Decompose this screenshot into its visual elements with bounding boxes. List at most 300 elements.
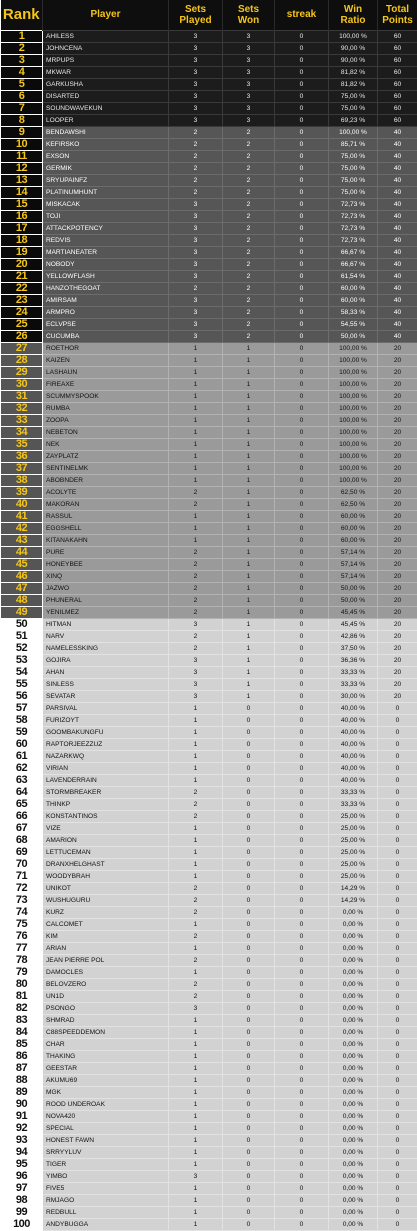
table-row — [1, 210, 417, 222]
sets-won-cell: 3 — [223, 90, 275, 102]
total-points-cell: 40 — [378, 186, 417, 198]
sets-won-cell: 0 — [223, 954, 275, 966]
total-points-cell: 0 — [378, 1050, 417, 1062]
sets-played-cell: 1 — [169, 378, 223, 390]
win-ratio-cell: 0,00 % — [329, 1098, 378, 1110]
win-ratio-cell: 90,00 % — [329, 42, 378, 54]
rank-cell: 89 — [1, 1086, 43, 1098]
sets-won-cell: 2 — [223, 306, 275, 318]
table-row — [1, 1122, 417, 1134]
total-points-cell: 40 — [378, 306, 417, 318]
table-row — [1, 606, 417, 618]
streak-cell: 0 — [275, 690, 329, 702]
total-points-cell: 0 — [378, 1014, 417, 1026]
rank-cell: 46 — [1, 570, 43, 582]
sets-played-cell: 3 — [169, 246, 223, 258]
table-row — [1, 222, 417, 234]
player-cell: PLATINUMHUNT — [43, 186, 169, 198]
table-row — [1, 1026, 417, 1038]
table-row — [1, 318, 417, 330]
sets-played-cell: 1 — [169, 714, 223, 726]
total-points-cell: 0 — [378, 750, 417, 762]
win-ratio-cell: 37,50 % — [329, 642, 378, 654]
sets-played-cell: 1 — [169, 774, 223, 786]
sets-won-cell: 3 — [223, 114, 275, 126]
sets-played-cell: 1 — [169, 1146, 223, 1158]
player-cell: VIZE — [43, 822, 169, 834]
sets-won-cell: 0 — [223, 1086, 275, 1098]
streak-cell: 0 — [275, 234, 329, 246]
rank-cell: 64 — [1, 786, 43, 798]
win-ratio-cell: 0,00 % — [329, 990, 378, 1002]
streak-cell: 0 — [275, 522, 329, 534]
table-row — [1, 690, 417, 702]
streak-cell: 0 — [275, 666, 329, 678]
total-points-cell: 20 — [378, 450, 417, 462]
win-ratio-cell: 60,00 % — [329, 510, 378, 522]
player-cell: PARSIVAL — [43, 702, 169, 714]
streak-cell: 0 — [275, 618, 329, 630]
streak-cell: 0 — [275, 978, 329, 990]
total-points-cell: 20 — [378, 570, 417, 582]
sets-won-cell: 0 — [223, 882, 275, 894]
total-points-cell: 20 — [378, 558, 417, 570]
sets-won-cell: 1 — [223, 534, 275, 546]
sets-played-cell: 3 — [169, 1170, 223, 1182]
sets-won-cell: 3 — [223, 54, 275, 66]
sets-played-cell: 1 — [169, 1086, 223, 1098]
header-row — [1, 0, 417, 30]
total-points-cell: 40 — [378, 210, 417, 222]
total-points-cell: 20 — [378, 378, 417, 390]
table-row — [1, 66, 417, 78]
rank-cell: 39 — [1, 486, 43, 498]
win-ratio-cell: 62,50 % — [329, 486, 378, 498]
streak-cell: 0 — [275, 1122, 329, 1134]
win-ratio-cell: 40,00 % — [329, 774, 378, 786]
streak-cell: 0 — [275, 738, 329, 750]
streak-cell: 0 — [275, 1074, 329, 1086]
rank-cell: 55 — [1, 678, 43, 690]
table-row — [1, 342, 417, 354]
player-cell: HANZOTHEGOAT — [43, 282, 169, 294]
sets-won-cell: 2 — [223, 234, 275, 246]
table-row — [1, 786, 417, 798]
win-ratio-cell: 100,00 % — [329, 462, 378, 474]
rank-cell: 30 — [1, 378, 43, 390]
player-cell: CUCUMBA — [43, 330, 169, 342]
player-cell: YIMBO — [43, 1170, 169, 1182]
player-cell: FIVE5 — [43, 1182, 169, 1194]
table-row — [1, 150, 417, 162]
sets-won-cell: 2 — [223, 210, 275, 222]
rank-cell: 14 — [1, 186, 43, 198]
streak-cell: 0 — [275, 414, 329, 426]
rank-cell: 23 — [1, 294, 43, 306]
rank-cell: 78 — [1, 954, 43, 966]
sets-won-cell: 2 — [223, 150, 275, 162]
streak-cell: 0 — [275, 534, 329, 546]
streak-cell: 0 — [275, 318, 329, 330]
total-points-cell: 0 — [378, 810, 417, 822]
total-points-cell: 40 — [378, 162, 417, 174]
total-points-cell: 0 — [378, 1158, 417, 1170]
rank-cell: 44 — [1, 546, 43, 558]
table-row — [1, 870, 417, 882]
table-row — [1, 354, 417, 366]
rank-cell: 83 — [1, 1014, 43, 1026]
sets-played-cell: 2 — [169, 594, 223, 606]
player-cell: VIRIAN — [43, 762, 169, 774]
sets-played-cell: 1 — [169, 522, 223, 534]
table-row — [1, 1194, 417, 1206]
table-row — [1, 510, 417, 522]
streak-cell: 0 — [275, 186, 329, 198]
streak-cell: 0 — [275, 990, 329, 1002]
sets-played-cell: 3 — [169, 54, 223, 66]
player-cell: AHAN — [43, 666, 169, 678]
win-ratio-cell: 81,82 % — [329, 78, 378, 90]
win-ratio-cell: 100,00 % — [329, 390, 378, 402]
win-ratio-cell: 75,00 % — [329, 174, 378, 186]
sets-played-cell: 1 — [169, 726, 223, 738]
total-points-cell: 20 — [378, 606, 417, 618]
total-points-cell: 0 — [378, 930, 417, 942]
player-cell: UN1D — [43, 990, 169, 1002]
streak-cell: 0 — [275, 762, 329, 774]
sets-won-cell: 2 — [223, 330, 275, 342]
win-ratio-cell: 14,29 % — [329, 882, 378, 894]
total-points-cell: 0 — [378, 1098, 417, 1110]
player-cell: KONSTANTINOS — [43, 810, 169, 822]
sets-won-cell: 0 — [223, 714, 275, 726]
streak-cell: 0 — [275, 1062, 329, 1074]
sets-played-cell: 2 — [169, 894, 223, 906]
rank-cell: 75 — [1, 918, 43, 930]
player-cell: TOJI — [43, 210, 169, 222]
rank-cell: 94 — [1, 1146, 43, 1158]
table-row — [1, 558, 417, 570]
streak-cell: 0 — [275, 1194, 329, 1206]
player-cell: MKWAR — [43, 66, 169, 78]
rank-cell: 98 — [1, 1194, 43, 1206]
sets-won-cell: 0 — [223, 822, 275, 834]
player-cell: NAMELESSKING — [43, 642, 169, 654]
rank-cell: 4 — [1, 66, 43, 78]
total-points-cell: 20 — [378, 630, 417, 642]
sets-played-cell: 1 — [169, 1098, 223, 1110]
win-ratio-cell: 0,00 % — [329, 1050, 378, 1062]
sets-played-cell: 1 — [169, 1014, 223, 1026]
total-points-cell: 40 — [378, 258, 417, 270]
sets-played-cell: 1 — [169, 750, 223, 762]
total-points-cell: 40 — [378, 318, 417, 330]
win-ratio-cell: 0,00 % — [329, 1002, 378, 1014]
rank-cell: 15 — [1, 198, 43, 210]
rank-cell: 36 — [1, 450, 43, 462]
win-ratio-cell: 58,33 % — [329, 306, 378, 318]
rank-cell: 13 — [1, 174, 43, 186]
sets-won-cell: 1 — [223, 462, 275, 474]
rank-cell: 62 — [1, 762, 43, 774]
streak-cell: 0 — [275, 258, 329, 270]
total-points-cell: 60 — [378, 30, 417, 42]
rank-cell: 22 — [1, 282, 43, 294]
streak-header: streak — [275, 0, 329, 30]
total-points-cell: 0 — [378, 1038, 417, 1050]
table-row — [1, 294, 417, 306]
player-cell: AKUMU69 — [43, 1074, 169, 1086]
win-ratio-cell: 62,50 % — [329, 498, 378, 510]
rank-cell: 52 — [1, 642, 43, 654]
sets-played-cell: 2 — [169, 138, 223, 150]
streak-cell: 0 — [275, 894, 329, 906]
sets-won-cell: 1 — [223, 690, 275, 702]
player-cell: PSONGO — [43, 1002, 169, 1014]
table-row — [1, 750, 417, 762]
sets-won-cell: 1 — [223, 582, 275, 594]
rank-cell: 29 — [1, 366, 43, 378]
sets-won-cell: 1 — [223, 666, 275, 678]
table-row — [1, 630, 417, 642]
table-row — [1, 882, 417, 894]
total-points-cell: 40 — [378, 150, 417, 162]
streak-cell: 0 — [275, 174, 329, 186]
streak-cell: 0 — [275, 798, 329, 810]
sets-won-cell: 0 — [223, 1218, 275, 1230]
player-cell: KURZ — [43, 906, 169, 918]
player-cell: REDBULL — [43, 1206, 169, 1218]
streak-cell: 0 — [275, 750, 329, 762]
sets-played-cell: 3 — [169, 270, 223, 282]
player-cell: REDVIS — [43, 234, 169, 246]
win-ratio-cell: 75,00 % — [329, 186, 378, 198]
table-row — [1, 114, 417, 126]
total-points-cell: 20 — [378, 390, 417, 402]
sets-won-cell: 2 — [223, 222, 275, 234]
sets-won-cell: 0 — [223, 1014, 275, 1026]
total-points-cell: 40 — [378, 222, 417, 234]
win-ratio-header — [329, 0, 378, 30]
sets-won-cell: 0 — [223, 966, 275, 978]
streak-cell: 0 — [275, 354, 329, 366]
sets-won-cell: 2 — [223, 174, 275, 186]
win-ratio-header-line2: Ratio — [341, 15, 366, 26]
streak-cell: 0 — [275, 1026, 329, 1038]
sets-won-cell: 0 — [223, 942, 275, 954]
sets-played-cell: 1 — [169, 966, 223, 978]
sets-won-cell: 3 — [223, 102, 275, 114]
total-points-cell: 0 — [378, 798, 417, 810]
total-points-cell: 40 — [378, 270, 417, 282]
player-cell: WUSHUGURU — [43, 894, 169, 906]
player-cell: MRPUPS — [43, 54, 169, 66]
win-ratio-cell: 0,00 % — [329, 1158, 378, 1170]
streak-cell: 0 — [275, 1110, 329, 1122]
streak-cell: 0 — [275, 438, 329, 450]
sets-played-cell: 3 — [169, 198, 223, 210]
sets-played-cell: 2 — [169, 882, 223, 894]
total-points-cell: 20 — [378, 402, 417, 414]
sets-won-cell: 0 — [223, 1134, 275, 1146]
total-points-cell: 60 — [378, 102, 417, 114]
total-points-cell: 0 — [378, 1026, 417, 1038]
streak-cell: 0 — [275, 114, 329, 126]
sets-played-cell: 1 — [169, 534, 223, 546]
total-points-cell: 0 — [378, 918, 417, 930]
player-cell: LASHAUN — [43, 366, 169, 378]
streak-cell: 0 — [275, 294, 329, 306]
streak-cell: 0 — [275, 342, 329, 354]
total-points-cell: 0 — [378, 1134, 417, 1146]
rank-cell: 16 — [1, 210, 43, 222]
sets-played-cell: 1 — [169, 1050, 223, 1062]
rank-cell: 11 — [1, 150, 43, 162]
total-points-cell: 20 — [378, 354, 417, 366]
rank-cell: 35 — [1, 438, 43, 450]
rank-cell: 82 — [1, 1002, 43, 1014]
sets-played-cell: 1 — [169, 450, 223, 462]
sets-won-cell: 1 — [223, 402, 275, 414]
win-ratio-cell: 0,00 % — [329, 1122, 378, 1134]
player-cell: NEBETON — [43, 426, 169, 438]
streak-cell: 0 — [275, 810, 329, 822]
total-points-cell: 20 — [378, 486, 417, 498]
player-cell: SRRYYLUV — [43, 1146, 169, 1158]
streak-cell: 0 — [275, 1206, 329, 1218]
sets-won-cell: 1 — [223, 546, 275, 558]
streak-cell: 0 — [275, 390, 329, 402]
table-row — [1, 834, 417, 846]
sets-won-cell: 1 — [223, 570, 275, 582]
total-points-cell: 20 — [378, 678, 417, 690]
player-cell: SHMRAD — [43, 1014, 169, 1026]
win-ratio-cell: 100,00 % — [329, 126, 378, 138]
table-row — [1, 1062, 417, 1074]
streak-cell: 0 — [275, 702, 329, 714]
player-cell: NARV — [43, 630, 169, 642]
table-row — [1, 726, 417, 738]
sets-won-cell: 0 — [223, 1182, 275, 1194]
sets-won-cell: 0 — [223, 858, 275, 870]
win-ratio-cell: 25,00 % — [329, 870, 378, 882]
sets-played-cell: 1 — [169, 426, 223, 438]
win-ratio-cell: 60,00 % — [329, 522, 378, 534]
streak-cell: 0 — [275, 882, 329, 894]
player-cell: PHUNERAL — [43, 594, 169, 606]
table-row — [1, 174, 417, 186]
sets-won-cell: 2 — [223, 138, 275, 150]
sets-won-cell: 1 — [223, 630, 275, 642]
win-ratio-cell: 100,00 % — [329, 438, 378, 450]
sets-won-cell: 0 — [223, 1002, 275, 1014]
streak-cell: 0 — [275, 570, 329, 582]
sets-played-cell: 1 — [169, 1206, 223, 1218]
sets-won-cell: 1 — [223, 474, 275, 486]
player-cell: JEAN PIERRE POL — [43, 954, 169, 966]
rank-cell: 99 — [1, 1206, 43, 1218]
player-cell: XINQ — [43, 570, 169, 582]
total-points-cell: 0 — [378, 1146, 417, 1158]
total-points-cell: 20 — [378, 522, 417, 534]
rank-cell: 95 — [1, 1158, 43, 1170]
streak-cell: 0 — [275, 594, 329, 606]
win-ratio-header-line1: Win — [344, 4, 362, 15]
sets-played-cell: 2 — [169, 582, 223, 594]
rank-cell: 71 — [1, 870, 43, 882]
table-row — [1, 366, 417, 378]
win-ratio-cell: 100,00 % — [329, 414, 378, 426]
sets-played-cell: 1 — [169, 438, 223, 450]
streak-cell: 0 — [275, 90, 329, 102]
player-cell: MGK — [43, 1086, 169, 1098]
total-points-cell: 0 — [378, 990, 417, 1002]
sets-played-cell: 3 — [169, 618, 223, 630]
rank-cell: 85 — [1, 1038, 43, 1050]
total-points-cell: 20 — [378, 366, 417, 378]
table-row — [1, 846, 417, 858]
player-cell: KAIZEN — [43, 354, 169, 366]
player-cell: ROETHOR — [43, 342, 169, 354]
sets-won-cell: 2 — [223, 294, 275, 306]
sets-played-cell: 2 — [169, 978, 223, 990]
sets-played-cell: 2 — [169, 990, 223, 1002]
table-row — [1, 822, 417, 834]
player-cell: NOBODY — [43, 258, 169, 270]
sets-won-header — [223, 0, 275, 30]
table-row — [1, 306, 417, 318]
sets-played-cell: 1 — [169, 474, 223, 486]
sets-won-cell: 3 — [223, 78, 275, 90]
total-points-cell: 20 — [378, 594, 417, 606]
win-ratio-cell: 45,45 % — [329, 606, 378, 618]
win-ratio-cell: 25,00 % — [329, 822, 378, 834]
table-row — [1, 594, 417, 606]
rank-cell: 70 — [1, 858, 43, 870]
streak-cell: 0 — [275, 726, 329, 738]
sets-played-cell: 2 — [169, 630, 223, 642]
win-ratio-cell: 42,86 % — [329, 630, 378, 642]
table-row — [1, 534, 417, 546]
table-row — [1, 942, 417, 954]
total-points-cell: 20 — [378, 546, 417, 558]
streak-cell: 0 — [275, 66, 329, 78]
sets-won-cell: 0 — [223, 1062, 275, 1074]
table-row — [1, 810, 417, 822]
streak-cell: 0 — [275, 54, 329, 66]
sets-won-cell: 0 — [223, 1206, 275, 1218]
sets-won-cell: 1 — [223, 450, 275, 462]
sets-won-cell: 0 — [223, 1074, 275, 1086]
player-cell: ACOLYTE — [43, 486, 169, 498]
win-ratio-cell: 40,00 % — [329, 702, 378, 714]
streak-cell: 0 — [275, 1014, 329, 1026]
total-points-cell: 0 — [378, 1182, 417, 1194]
sets-played-cell: 3 — [169, 258, 223, 270]
win-ratio-cell: 100,00 % — [329, 354, 378, 366]
sets-won-cell: 0 — [223, 918, 275, 930]
total-points-cell: 20 — [378, 414, 417, 426]
win-ratio-cell: 25,00 % — [329, 810, 378, 822]
table-row — [1, 1218, 417, 1230]
sets-won-cell: 2 — [223, 186, 275, 198]
rank-cell: 79 — [1, 966, 43, 978]
win-ratio-cell: 36,36 % — [329, 654, 378, 666]
sets-played-cell: 1 — [169, 846, 223, 858]
sets-won-cell: 1 — [223, 522, 275, 534]
player-cell: ROOD UNDEROAK — [43, 1098, 169, 1110]
rank-cell: 25 — [1, 318, 43, 330]
